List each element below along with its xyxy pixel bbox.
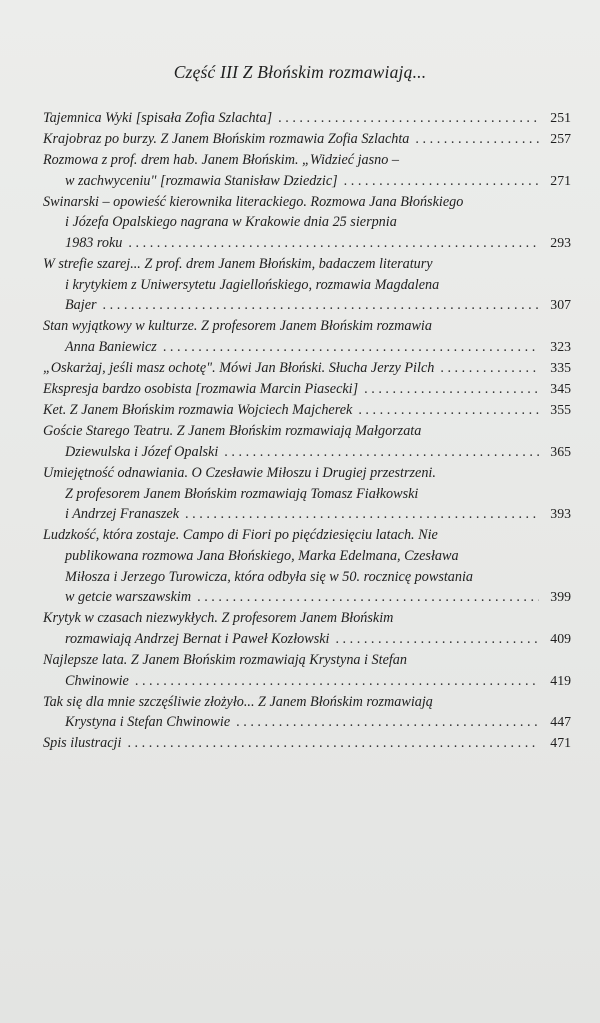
toc-entry-title: Anna Baniewicz	[65, 339, 157, 356]
toc-entry	[43, 316, 571, 357]
toc-page-number: 345	[550, 381, 571, 397]
toc-entry-last-line	[43, 358, 571, 379]
toc-entry-title: w zachwyceniu" [rozmawia Stanisław Dziedzic]	[65, 172, 338, 189]
toc-entry-last-line	[43, 504, 571, 525]
toc-entry-line: Najlepsze lata. Z Janem Błońskim rozmawiają Krystyna i Stefan	[43, 651, 407, 668]
toc-entry-line: W strefie szarej... Z prof. drem Janem Błońskim, badaczem literatury	[43, 256, 433, 273]
toc-entry-title: i Andrzej Franaszek	[65, 506, 180, 523]
dot-leader	[185, 504, 539, 525]
toc-entry-line: Tak się dla mnie szczęśliwie złożyło... Z Janem Błońskim rozmawiają	[43, 693, 433, 710]
dot-leader	[344, 171, 539, 192]
toc-entry-line: Rozmowa z prof. drem hab. Janem Błońskim. „Widzieć jasno –	[43, 152, 399, 169]
toc-entry	[43, 463, 571, 525]
toc-page-number: 335	[550, 360, 571, 376]
toc-entry-last-line	[43, 295, 571, 316]
toc-entry-line: Z profesorem Janem Błońskim rozmawiają Tomasz Fiałkowski	[65, 485, 419, 502]
dot-leader	[364, 379, 539, 400]
toc-entry	[43, 733, 571, 754]
toc-page-number: 399	[550, 589, 571, 605]
toc-entry-last-line	[43, 129, 571, 150]
toc-entry-last-line	[43, 108, 571, 129]
dot-leader	[224, 442, 539, 463]
toc-entry	[43, 379, 571, 400]
toc-entry-last-line	[43, 400, 571, 421]
toc-entry-title: w getcie warszawskim	[65, 589, 192, 606]
toc-page-number: 293	[550, 235, 571, 251]
toc-entry-title: Ekspresja bardzo osobista [rozmawia Marcin Piasecki]	[43, 381, 359, 398]
toc-entry-line: Umiejętność odnawiania. O Czesławie Miłoszu i Drugiej przestrzeni.	[43, 465, 436, 482]
dot-leader	[197, 587, 539, 608]
toc-entry-line: i Józefa Opalskiego nagrana w Krakowie dnia 25 sierpnia	[65, 214, 397, 231]
toc-entry-line: Goście Starego Teatru. Z Janem Błońskim rozmawiają Małgorzata	[43, 423, 422, 440]
toc-entry-last-line	[43, 712, 571, 733]
toc-entry-title: Tajemnica Wyki [spisała Zofia Szlachta]	[43, 110, 273, 126]
toc-page-number: 323	[550, 339, 571, 355]
toc-entry-line: publikowana rozmowa Jana Błońskiego, Marka Edelmana, Czesława	[65, 547, 459, 564]
toc-entry	[43, 421, 571, 462]
toc-entry-line: i krytykiem z Uniwersytetu Jagiellońskiego, rozmawia Magdalena	[65, 276, 440, 293]
toc-page-number: 307	[550, 297, 571, 313]
toc-entry-last-line	[43, 379, 571, 400]
dot-leader	[163, 337, 539, 358]
toc-entry	[43, 400, 571, 421]
toc-entry	[43, 525, 571, 607]
toc-entry-last-line	[43, 629, 571, 650]
toc-entry-title: Bajer	[65, 297, 97, 314]
dot-leader	[358, 400, 539, 421]
toc-entry-title: Krajobraz po burzy. Z Janem Błońskim rozmawia Zofia Szlachta	[43, 131, 410, 148]
toc-entry	[43, 254, 571, 316]
dot-leader	[103, 295, 539, 316]
toc-page-number: 365	[550, 444, 571, 459]
toc-entry	[43, 108, 571, 129]
toc-entry-line: Stan wyjątkowy w kulturze. Z profesorem Janem Błońskim rozmawia	[43, 318, 432, 335]
toc-entry-title: Chwinowie	[65, 672, 129, 689]
toc-entry-title: Spis ilustracji	[43, 735, 122, 752]
dot-leader	[278, 108, 539, 129]
toc-entry-title: rozmawiają Andrzej Bernat i Paweł Kozłowski	[65, 630, 330, 647]
dot-leader	[135, 671, 539, 692]
toc-entry-title: Ket. Z Janem Błońskim rozmawia Wojciech Majcherek	[43, 402, 353, 419]
toc-entry-title: Krystyna i Stefan Chwinowie	[65, 714, 231, 731]
toc-entry-line: Swinarski – opowieść kierownika literackiego. Rozmowa Jana Błońskiego	[43, 193, 464, 210]
toc-entry-title: Dziewulska i Józef Opalski	[65, 444, 219, 460]
toc-entry	[43, 358, 571, 379]
toc-page-number: 409	[550, 630, 571, 646]
toc-entry	[43, 150, 571, 191]
toc-page-number: 419	[550, 672, 571, 688]
dot-leader	[335, 629, 539, 650]
toc-entry-last-line	[43, 233, 571, 254]
toc-entry-last-line	[43, 671, 571, 692]
toc-entry-line: Miłosza i Jerzego Turowicza, która odbyła się w 50. rocznicę powstania	[65, 568, 474, 585]
dot-leader	[415, 129, 539, 150]
toc-entry-title: „Oskarżaj, jeśli masz ochotę". Mówi Jan Błoński. Słucha Jerzy Pilch	[43, 360, 435, 377]
toc-entry-last-line	[43, 171, 571, 192]
dot-leader	[440, 358, 539, 379]
toc-page-number: 447	[550, 714, 571, 730]
toc-entry-title: 1983 roku	[65, 235, 123, 252]
toc-entry	[43, 692, 571, 733]
toc-page-number: 393	[550, 506, 571, 522]
toc-entry-last-line	[43, 587, 571, 608]
dot-leader	[236, 712, 539, 733]
table-of-contents	[43, 108, 571, 754]
part-title: Część III Z Błońskim rozmawiają...	[173, 62, 427, 82]
toc-page-number: 251	[550, 110, 571, 125]
toc-page-number: 271	[550, 172, 571, 188]
toc-entry	[43, 608, 571, 649]
dot-leader	[127, 733, 539, 754]
toc-entry-line: Ludzkość, która zostaje. Campo di Fiori po pięćdziesięciu latach. Nie	[43, 527, 438, 544]
toc-entry-last-line	[43, 337, 571, 358]
toc-entry	[43, 129, 571, 150]
toc-entry-last-line	[43, 733, 571, 754]
dot-leader	[128, 233, 539, 254]
toc-entry	[43, 192, 571, 254]
toc-entry	[43, 650, 571, 691]
toc-page-number: 257	[550, 131, 571, 147]
toc-page-number: 471	[550, 735, 571, 751]
toc-entry-last-line	[43, 442, 571, 463]
toc-entry-line: Krytyk w czasach niezwykłych. Z profesorem Janem Błońskim	[43, 610, 394, 627]
toc-page-number: 355	[550, 402, 571, 418]
